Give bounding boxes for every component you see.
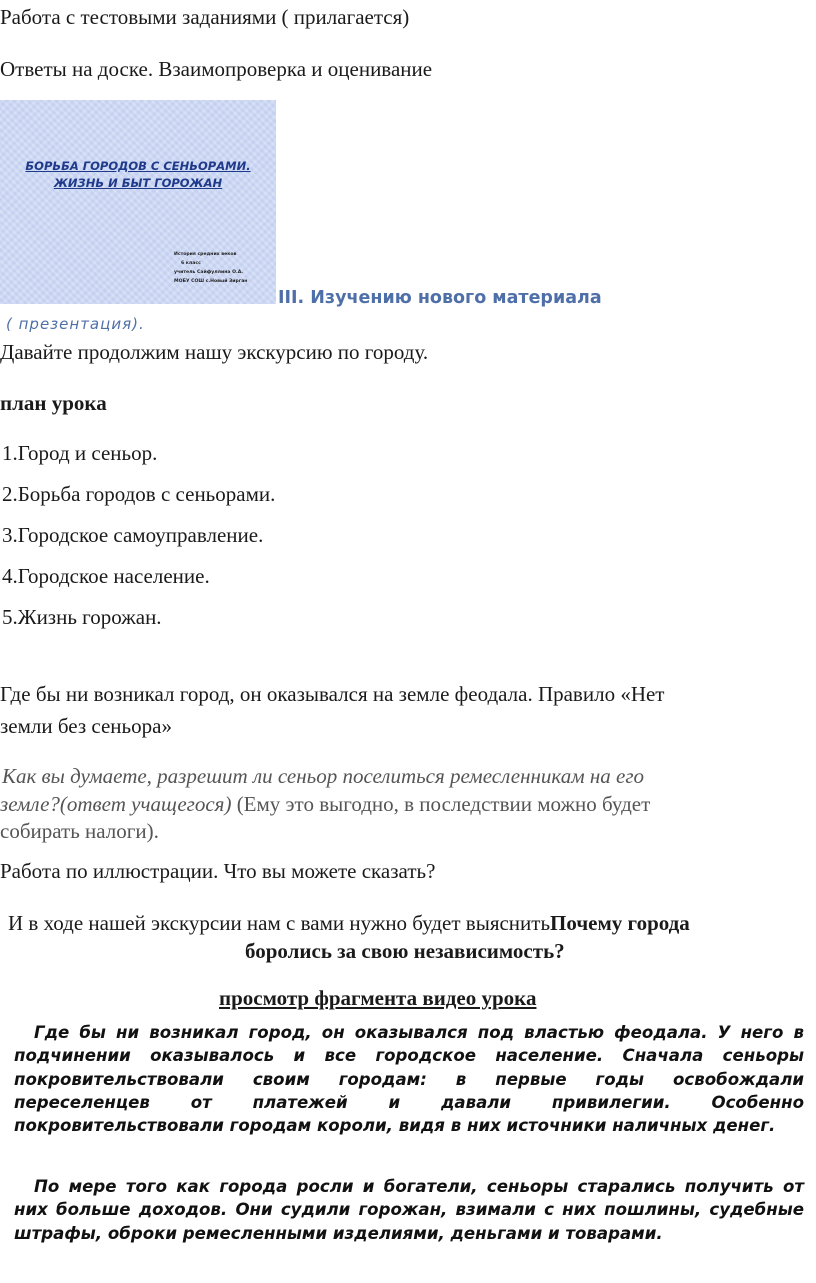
section-subheading: ( презентация). <box>6 315 145 333</box>
plan-item-5: 5.Жизнь горожан. <box>2 605 162 629</box>
slide-meta-grade: 6 класс <box>181 261 201 266</box>
question-explanation: (Ему это выгодно, в последствии можно будет <box>231 792 651 816</box>
presentation-slide-image <box>0 100 276 304</box>
video-fragment-heading: просмотр фрагмента видео урока <box>219 986 537 1010</box>
test-work-line: Работа с тестовыми заданиями ( прилагается) <box>0 5 410 29</box>
paragraph-city-under-feudal: Где бы ни возникал город, он оказывался под властью феодала. У него в подчинении оказывалось и все городское население. Сначала сеньоры покровительствовали своим городам: в первые годы освобождали переселенцев от платежей и давали привилегии. Особенно покровительствовали городам короли, видя в них источники наличных денег. <box>14 1023 804 1136</box>
where-city-line-1: Где бы ни возникал город, он оказывался на земле феодала. Правило «Нет <box>0 682 665 706</box>
slide-meta-school: МОБУ СОШ с.Новый Зирган <box>174 279 248 284</box>
lesson-plan-heading: план урока <box>0 391 107 415</box>
where-city-line-2: земли без сеньора» <box>0 714 172 738</box>
section-heading: III. Изучению нового материала <box>278 288 602 308</box>
tour-question-intro: И в ходе нашей экскурсии нам с вами нужно будет выяснить <box>8 911 551 935</box>
tour-question-bold: Почему города <box>550 911 690 935</box>
plan-item-1: 1.Город и сеньор. <box>2 441 158 465</box>
slide-meta-teacher: учитель Сайфуллина О.А. <box>174 270 244 275</box>
continue-tour-line: Давайте продолжим нашу экскурсию по городу. <box>0 340 429 364</box>
tour-question-line-1 <box>8 910 690 936</box>
paragraph-cities-grew-rich: По мере того как города росли и богатели, сеньоры старались получить от них больше доходов. Они судили горожан, взимали с них пошлины, судебные штрафы, оброки ремесленными изделиями, деньгами и товарами. <box>14 1177 804 1243</box>
slide-title-line-1: БОРЬБА ГОРОДОВ С СЕНЬОРАМИ. <box>25 159 251 173</box>
question-student-answer: земле?(ответ учащегося) <box>0 792 232 816</box>
illustration-line: Работа по иллюстрации. Что вы можете сказать? <box>0 859 436 883</box>
plan-item-3: 3.Городское самоуправление. <box>2 523 264 547</box>
plan-item-4: 4.Городское население. <box>2 564 210 588</box>
plan-item-2: 2.Борьба городов с сеньорами. <box>2 482 276 506</box>
slide-meta-subject: История средних веков <box>174 252 237 257</box>
answers-line: Ответы на доске. Взаимопроверка и оценивание <box>0 57 433 81</box>
tour-question-line-2: боролись за свою независимость? <box>245 939 565 963</box>
question-line-2 <box>0 791 650 817</box>
slide-title-line-2: ЖИЗНЬ И БЫТ ГОРОЖАН <box>53 176 223 190</box>
question-line-3: собирать налоги). <box>0 819 159 843</box>
question-line-1: Как вы думаете, разрешит ли сеньор поселиться ремесленникам на его <box>2 764 645 788</box>
